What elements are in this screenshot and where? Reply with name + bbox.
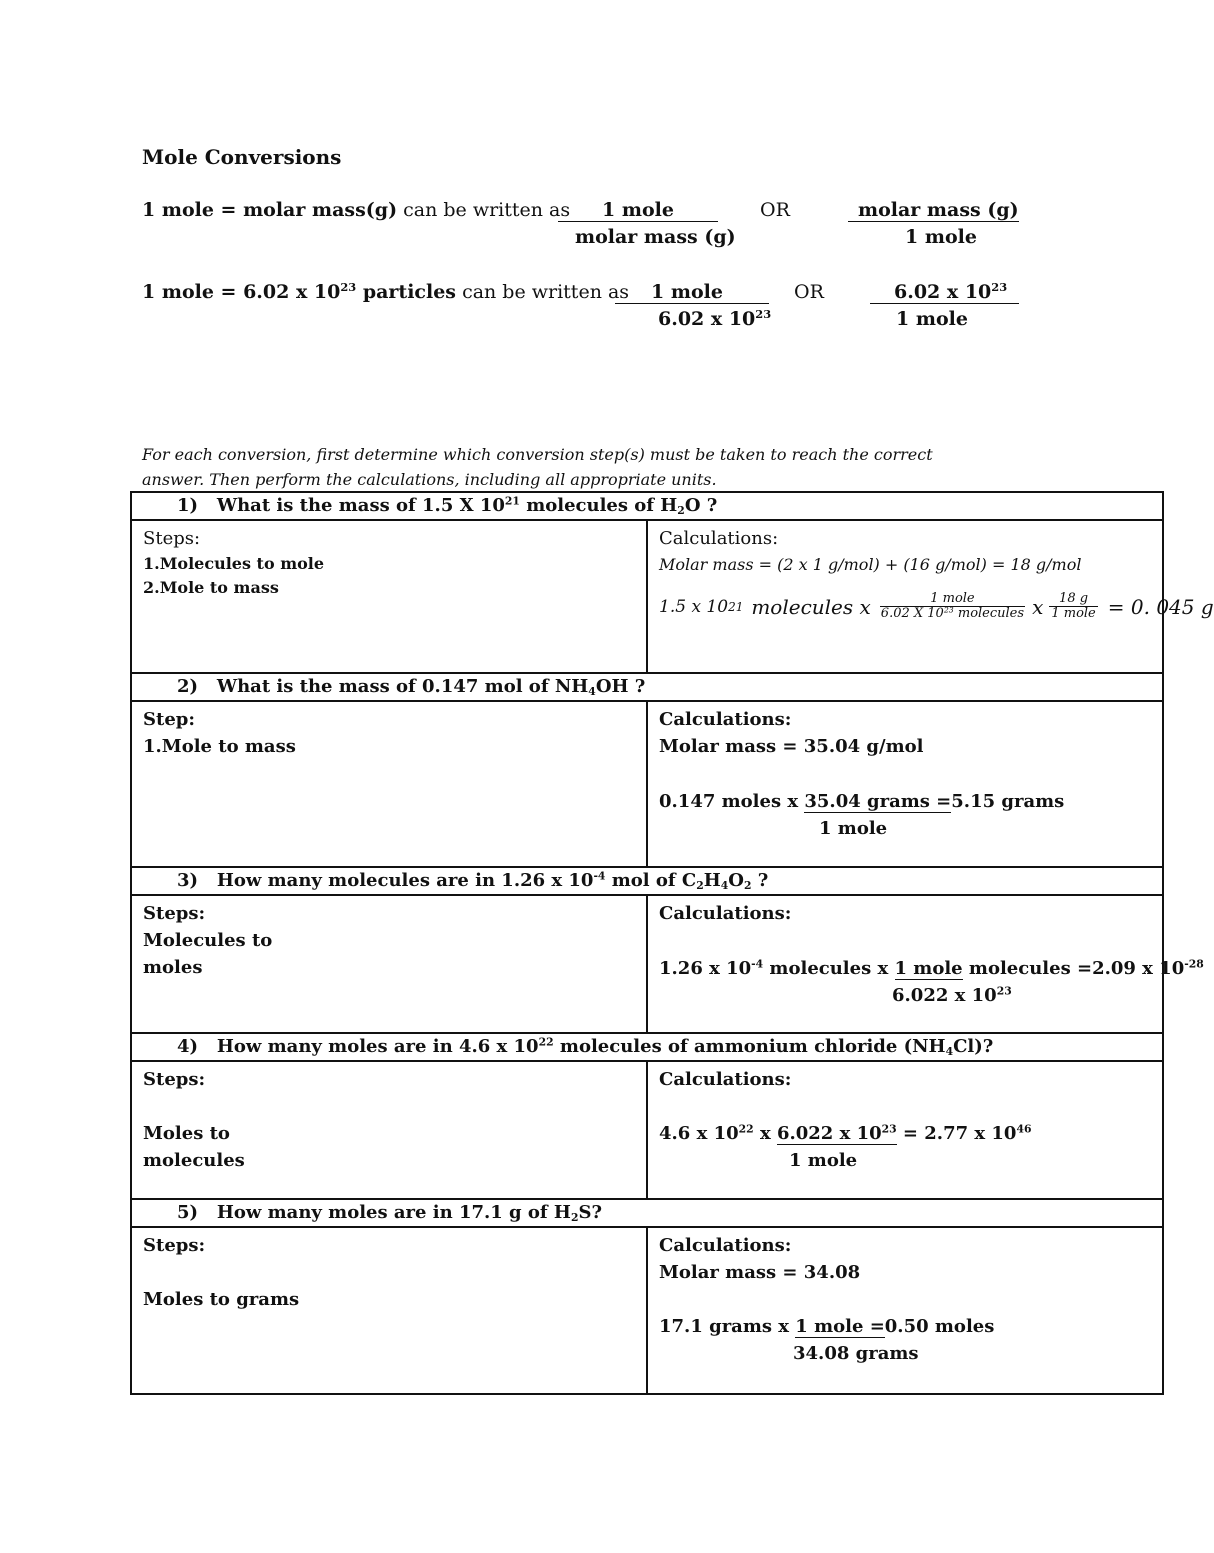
step-item: Moles to grams [143, 1289, 300, 1310]
conversion-equation: 4.6 x $10^{22}$ x 6.022 x $10^{23} = 2.77$ x $10^{46}$ [659, 1122, 1032, 1144]
denominator: 1 mole [819, 818, 888, 839]
step-item: 1.Molecules to mole [143, 554, 325, 573]
instructions-line-1: For each conversion, first determine which conversion step(s) must be taken to reach the correct [142, 445, 933, 464]
calc-label: Calculations: [659, 709, 792, 730]
fraction-grams-per-mole: $\frac{18 g}{\text{1 mole}}$ [1047, 592, 1099, 622]
step-item: molecules [143, 1150, 245, 1171]
mole-particles-equation [142, 281, 629, 303]
steps-label: Steps: [143, 1235, 206, 1256]
problem-5-steps [131, 1227, 647, 1394]
steps-label: Steps: [143, 1069, 206, 1090]
problem-1-body-row [131, 520, 1163, 673]
molar-mass-line: Molar mass = 35.04 g/mol [659, 736, 924, 757]
or-label-2: OR [794, 281, 824, 303]
instructions-line-2: answer. Then perform the calculations, including all appropriate units. [142, 470, 717, 489]
or-label-1: OR [760, 199, 790, 221]
denominator: 34.08 grams [793, 1343, 919, 1364]
problem-4-question: 4) How many moles are in 4.6 x $10^{22}$ molecules of ammonium chloride $(NH_4Cl)$? [131, 1033, 1163, 1061]
result-value: = 0. 045 g [1107, 594, 1214, 619]
problem-5-question: 5) How many moles are in 17.1 g of $H_2S$? [131, 1199, 1163, 1227]
denominator: 1 mole [789, 1150, 858, 1171]
frac1-numerator [558, 199, 718, 222]
problem-2-body-row [131, 701, 1163, 867]
problem-2-header-row [131, 673, 1163, 701]
frac2-numerator [848, 199, 1019, 222]
problem-5-header-row [131, 1199, 1163, 1227]
conversion-equation: 17.1 grams x 1 mole =0.50 moles [659, 1316, 995, 1337]
calc-label: Calculations: [659, 1069, 792, 1090]
frac2-denominator: 1 mole [905, 226, 977, 248]
problem-3-body-row [131, 895, 1163, 1033]
denominator: 6.022 x $10^{23}$ [892, 984, 1012, 1006]
problem-4-body-row [131, 1061, 1163, 1199]
frac3-num-text: 1 mole [615, 283, 769, 304]
steps-label: Step: [143, 709, 195, 730]
step-item: Moles to [143, 1123, 230, 1144]
calc-label: Calculations: [659, 528, 779, 549]
step-item: 1.Mole to mass [143, 736, 296, 757]
problem-1-steps [131, 520, 647, 673]
problem-1-header-row [131, 492, 1163, 520]
conversion-equation: 1.5 x 10 21 molecules x $\frac{\text{1 mole}}{6.02 X 10^{23} molecules}$ x $\frac{18 g}{\text{1 mole}}$ = 0. 045 g [659, 591, 1214, 622]
calc-label: Calculations: [659, 903, 792, 924]
problem-1-question: 1) What is the mass of 1.5 X $10^{21}$ molecules of $H_2O$ ? [131, 492, 1163, 520]
frac2-num-text: molar mass (g) [848, 201, 1019, 222]
problem-4-calculations [647, 1061, 1163, 1199]
mole-mass-lead: 1 mole = molar mass(g) [142, 199, 398, 221]
conversion-equation: 1.26 x $10^{-4}$ molecules x 1 mole molecules =2.09 x $10^{-28}$ [659, 957, 1204, 979]
frac4-denominator: 1 mole [896, 308, 968, 330]
page-title: Mole Conversions [142, 145, 342, 169]
steps-label: Steps: [143, 903, 206, 924]
frac4-numerator: 6.02 x $10^{23}$ [870, 281, 1019, 304]
mole-mass-rest: can be written as [403, 199, 571, 221]
mole-particles-rest: can be written as [462, 281, 630, 303]
conversion-equation: 0.147 moles x 35.04 grams =5.15 grams [659, 791, 1065, 812]
mole-particles-lead: 1 mole = 6.02 x $10^{23}$ particles [142, 280, 457, 303]
frac3-numerator [615, 281, 769, 304]
fraction-mole-per-molecules: $\frac{\text{1 mole}}{6.02 X 10^{23} molecules}$ [880, 591, 1025, 622]
step-item: 2.Mole to mass [143, 578, 279, 597]
problem-3-question: 3) How many molecules are in 1.26 x $10^{-4}$ mol of $C_2H_4O_2$ ? [131, 867, 1163, 895]
frac1-denominator: molar mass (g) [575, 226, 736, 248]
problem-2-question: 2) What is the mass of 0.147 mol of $NH_4OH$ ? [131, 673, 1163, 701]
molar-mass-line: Molar mass = (2 x 1 g/mol) + (16 g/mol) = 18 g/mol [659, 555, 1082, 574]
problem-5-calculations [647, 1227, 1163, 1394]
problem-4-steps [131, 1061, 647, 1199]
problem-1-calculations [647, 520, 1214, 673]
calc-label: Calculations: [659, 1235, 792, 1256]
step-item: Molecules to [143, 930, 273, 951]
frac3-denominator: 6.02 x $10^{23}$ [658, 307, 772, 330]
problem-3-steps [131, 895, 647, 1033]
problem-3-calculations [647, 895, 1204, 1033]
problem-3-header-row [131, 867, 1163, 895]
step-item: moles [143, 957, 203, 978]
frac1-num-text: 1 mole [558, 201, 718, 222]
worksheet-table [130, 491, 1214, 1395]
problem-2-steps [131, 701, 647, 867]
problem-4-header-row [131, 1033, 1163, 1061]
problem-2-calculations [647, 701, 1163, 867]
problem-5-body-row [131, 1227, 1163, 1394]
molar-mass-line: Molar mass = 34.08 [659, 1262, 861, 1283]
steps-label: Steps: [143, 528, 201, 549]
mole-mass-equation [142, 199, 570, 221]
